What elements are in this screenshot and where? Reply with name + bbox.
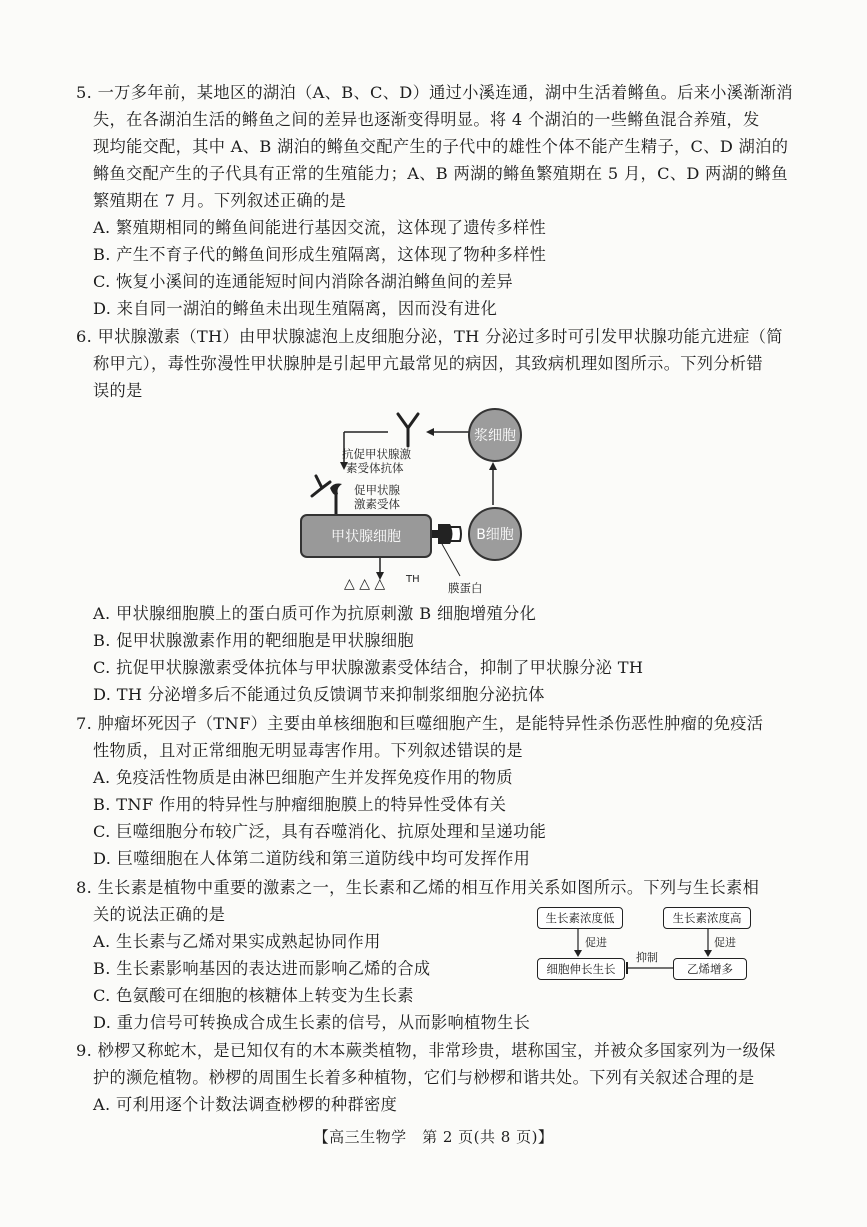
q7-stem-line: 性物质，且对正常细胞无明显毒害作用。下列叙述错误的是 bbox=[93, 741, 523, 760]
promote-label-right: 促进 bbox=[714, 936, 736, 949]
q7-option-c: C. 巨噬细胞分布较广泛，具有吞噬消化、抗原处理和呈递功能 bbox=[93, 822, 547, 841]
q7-stem-line: 7. 肿瘤坏死因子（TNF）主要由单核细胞和巨噬细胞产生，是能特异性杀伤恶性肿瘤的免疫活 bbox=[76, 714, 764, 733]
membrane-protein-pointer bbox=[442, 544, 460, 576]
q5-stem-line: 失，在各湖泊生活的鳉鱼之间的差异也逐渐变得明显。将 4 个湖泊的一些鳉鱼混合养殖，发 bbox=[93, 110, 760, 129]
th-label: TH bbox=[406, 574, 420, 585]
pathogenesis-diagram bbox=[300, 402, 540, 599]
page-footer: 【高三生物学 第 2 页(共 8 页)】 bbox=[313, 1128, 554, 1146]
receptor-label-line1: 促甲状腺 bbox=[354, 483, 400, 497]
cell-growth-box: 细胞伸长生长 bbox=[537, 958, 625, 980]
q5-option-a: A. 繁殖期相同的鳉鱼间能进行基因交流，这体现了遗传多样性 bbox=[93, 218, 547, 237]
inhibit-label: 抑制 bbox=[636, 951, 658, 964]
q5-stem-line: 现均能交配，其中 A、B 湖泊的鳉鱼交配产生的子代中的雄性个体不能产生精子，C、D 湖泊的 bbox=[93, 137, 789, 156]
q8-stem-line: 关的说法正确的是 bbox=[93, 905, 226, 924]
q9-option-a: A. 可利用逐个计数法调查桫椤的种群密度 bbox=[93, 1095, 398, 1114]
q5-stem-line: 繁殖期在 7 月。下列叙述正确的是 bbox=[93, 191, 347, 210]
th-triangles: △ △ △ bbox=[344, 576, 386, 592]
arrowhead bbox=[426, 428, 434, 436]
q8-stem-line: 8. 生长素是植物中重要的激素之一，生长素和乙烯的相互作用关系如图所示。下列与生长素相 bbox=[76, 878, 760, 897]
q8-option-a: A. 生长素与乙烯对果实成熟起协同作用 bbox=[93, 932, 381, 951]
b-cell: B细胞 bbox=[468, 507, 522, 561]
q6-option-b: B. 促甲状腺激素作用的靶细胞是甲状腺细胞 bbox=[93, 631, 414, 650]
q6-stem-line: 6. 甲状腺激素（TH）由甲状腺滤泡上皮细胞分泌，TH 分泌过多时可引发甲状腺功能亢进症（简 bbox=[76, 327, 783, 346]
antibody-icon bbox=[398, 414, 418, 446]
q8-option-b: B. 生长素影响基因的表达进而影响乙烯的合成 bbox=[93, 959, 431, 978]
q5-stem-line: 5. 一万多年前，某地区的湖泊（A、B、C、D）通过小溪连通，湖中生活着鳉鱼。后来小溪渐渐消 bbox=[76, 83, 793, 102]
auxin-ethylene-diagram bbox=[533, 907, 753, 981]
receptor-icon bbox=[330, 484, 342, 496]
q6-stem-line: 误的是 bbox=[93, 381, 143, 400]
q9-stem-line: 护的濒危植物。桫椤的周围生长着多种植物，它们与桫椤和谐共处。下列有关叙述合理的是 bbox=[93, 1068, 755, 1087]
q6-option-a: A. 甲状腺细胞膜上的蛋白质可作为抗原刺激 B 细胞增殖分化 bbox=[93, 604, 537, 623]
q6-option-c: C. 抗促甲状腺激素受体抗体与甲状腺激素受体结合，抑制了甲状腺分泌 TH bbox=[93, 658, 644, 677]
high-auxin-box: 生长素浓度高 bbox=[663, 907, 751, 929]
bound-antibody-icon bbox=[312, 476, 330, 496]
q7-option-d: D. 巨噬细胞在人体第二道防线和第三道防线中均可发挥作用 bbox=[93, 849, 531, 868]
q5-option-c: C. 恢复小溪间的连通能短时间内消除各湖泊鳉鱼间的差异 bbox=[93, 272, 514, 291]
q7-option-b: B. TNF 作用的特异性与肿瘤细胞膜上的特异性受体有关 bbox=[93, 795, 507, 814]
q6-stem-line: 称甲亢），毒性弥漫性甲状腺肿是引起甲亢最常见的病因，其致病机理如图所示。下列分析错 bbox=[93, 354, 763, 373]
antibody-label-line1: 抗促甲状腺激 bbox=[342, 447, 411, 461]
q9-stem-line: 9. 桫椤又称蛇木，是已知仅有的木本蕨类植物，非常珍贵，堪称国宝，并被众多国家列为一级保 bbox=[76, 1041, 776, 1060]
ethylene-box: 乙烯增多 bbox=[673, 958, 747, 980]
q5-option-b: B. 产生不育子代的鳉鱼间形成生殖隔离，这体现了物种多样性 bbox=[93, 245, 547, 264]
arrowhead bbox=[489, 462, 497, 470]
low-auxin-box: 生长素浓度低 bbox=[537, 907, 623, 929]
plasma-cell: 浆细胞 bbox=[468, 408, 522, 462]
q5-stem-line: 鳉鱼交配产生的子代具有正常的生殖能力；A、B 两湖的鳉鱼繁殖期在 5 月，C、D 两湖的鳉鱼 bbox=[93, 164, 788, 183]
membrane-protein-label: 膜蛋白 bbox=[448, 581, 483, 595]
promote-label-left: 促进 bbox=[585, 936, 607, 949]
antibody-label-line2: 素受体抗体 bbox=[346, 461, 404, 475]
q8-option-c: C. 色氨酸可在细胞的核糖体上转变为生长素 bbox=[93, 986, 414, 1005]
q6-option-d: D. TH 分泌增多后不能通过负反馈调节来抑制浆细胞分泌抗体 bbox=[93, 685, 545, 704]
receptor-label-line2: 激素受体 bbox=[354, 497, 400, 511]
q8-option-d: D. 重力信号可转换成合成生长素的信号，从而影响植物生长 bbox=[93, 1013, 531, 1032]
thyroid-cell: 甲状腺细胞 bbox=[300, 514, 432, 558]
q7-option-a: A. 免疫活性物质是由淋巴细胞产生并发挥免疫作用的物质 bbox=[93, 768, 513, 787]
q5-option-d: D. 来自同一湖泊的鳉鱼未出现生殖隔离，因而没有进化 bbox=[93, 299, 498, 318]
